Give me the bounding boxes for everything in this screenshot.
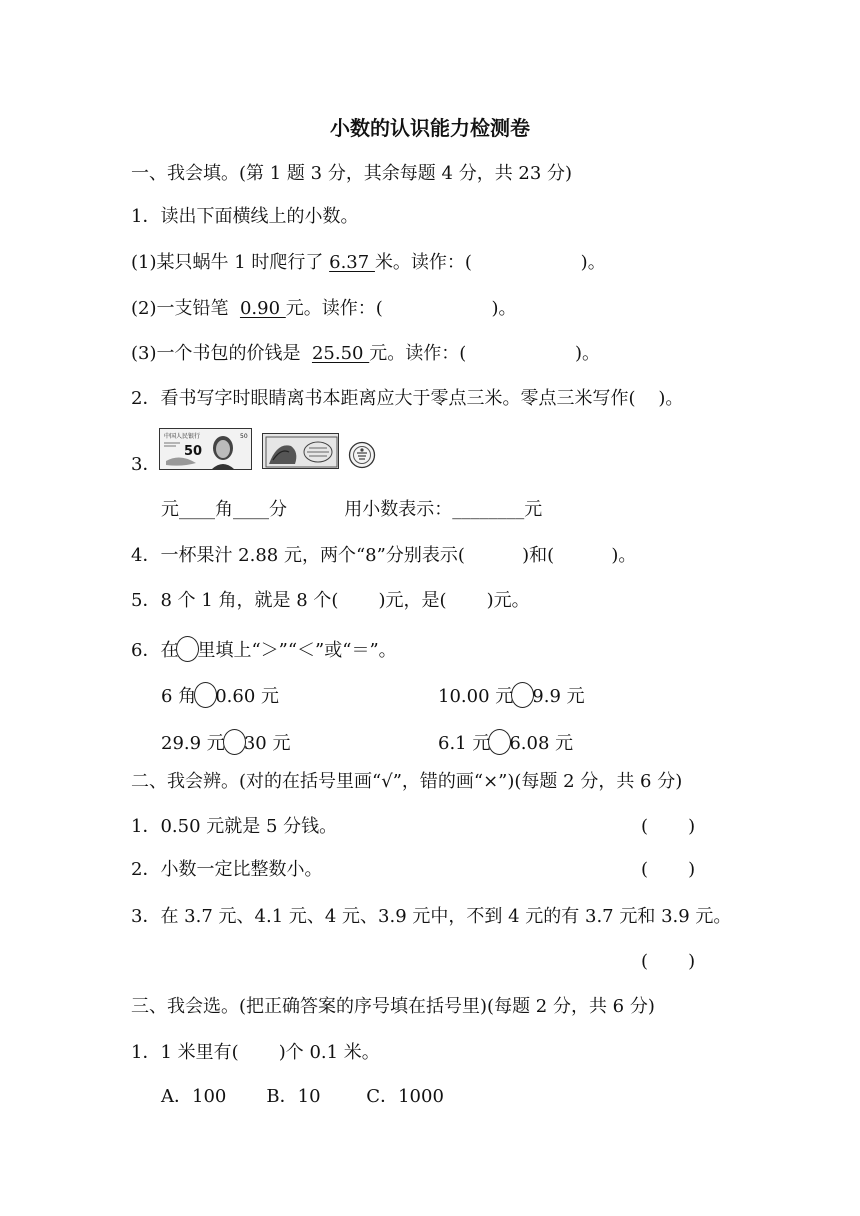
q1-c [131,342,600,366]
q1-b-value: 0.90 [239,298,286,319]
q6-item-4-right: 6.08 元 [509,733,574,754]
q1-stem: 1．读出下面横线上的小数。 [131,206,359,227]
circle-blank-icon[interactable] [176,636,199,662]
judge-answer-paren-2[interactable]: ( ) [641,859,696,880]
q6-item-3-left: 29.9 元 [161,733,225,754]
q6-item-3 [161,729,290,756]
q1-b-post: 元。读作：( )。 [285,298,517,319]
q6-item-1-left: 6 角 [161,686,197,707]
q6-item-3-right: 30 元 [243,733,291,754]
q6-item-2-left: 10.00 元 [438,686,514,707]
circle-blank-icon[interactable] [488,729,511,755]
q1-a-pre: (1)某只蜗牛 1 时爬行了 [131,252,330,273]
q1-a-value: 6.37 [329,252,375,273]
q2: 2．看书写字时眼睛离书本距离应大于零点三米。零点三米写作( )。 [131,388,684,409]
q1-b [131,297,517,321]
choice-q1-options: A．100 B．10 C．1000 [161,1086,444,1107]
q4: 4．一杯果汁 2.88 元，两个“8”分别表示( )和( )。 [131,545,637,566]
coin-image [348,441,376,469]
q6-stem-post: 里填上“＞”“＜”或“＝”。 [197,640,397,661]
q6-item-2 [438,682,585,709]
q1-b-pre: (2)一支铅笔 [131,298,240,319]
q3-number: 3． [131,454,161,475]
banknote-50-yuan-drawing [160,429,252,470]
q6-stem-pre: 6．在 [131,640,179,661]
banknote-value-corner: 50 [240,433,248,440]
page-title: 小数的认识能力检测卷 [330,116,530,140]
circle-blank-icon[interactable] [194,682,217,708]
q1-c-pre: (3)一个书包的价钱是 [131,343,312,364]
banknote-5-jiao-drawing [263,434,339,469]
judge-answer-paren-1[interactable]: ( ) [641,816,696,837]
q6-item-2-right: 9.9 元 [532,686,585,707]
circle-blank-icon[interactable] [223,729,246,755]
q6-item-4-left: 6.1 元 [438,733,491,754]
judge-answer-paren-3[interactable]: ( ) [641,951,696,972]
q1-a [131,251,606,275]
q3-fill-line: 元____角____分 用小数表示：________元 [161,499,543,520]
q5: 5．8 个 1 角，就是 8 个( )元，是( )元。 [131,590,530,611]
banknote-5-jiao-image [262,433,339,469]
banknote-50-yuan-image [159,428,252,470]
q6-item-1-right: 0.60 元 [215,686,279,707]
q6-stem [131,636,397,663]
q6-item-4 [438,729,573,756]
coin-drawing [348,441,376,469]
circle-blank-icon[interactable] [511,682,534,708]
q6-item-1 [161,682,279,709]
choice-q1: 1．1 米里有( )个 0.1 米。 [131,1042,380,1063]
q1-c-post: 元。读作：( )。 [369,343,600,364]
q1-a-post: 米。读作：( )。 [374,252,606,273]
judge-item-2: 2．小数一定比整数小。 [131,859,323,880]
section-2-heading: 二、我会辨。(对的在括号里画“√”，错的画“×”)(每题 2 分，共 6 分) [131,771,683,792]
section-3-heading: 三、我会选。(把正确答案的序号填在括号里)(每题 2 分，共 6 分) [131,996,655,1017]
judge-item-3: 3．在 3.7 元、4.1 元、4 元、3.9 元中，不到 4 元的有 3.7 元和 3.9 元。 [131,906,732,927]
banknote-value: 50 [184,444,203,459]
q1-c-value: 25.50 [311,343,370,364]
judge-item-1: 1．0.50 元就是 5 分钱。 [131,816,338,837]
section-1-heading: 一、我会填。(第 1 题 3 分，其余每题 4 分，共 23 分) [131,163,573,184]
banknote-bank-name: 中国人民银行 [164,433,201,440]
